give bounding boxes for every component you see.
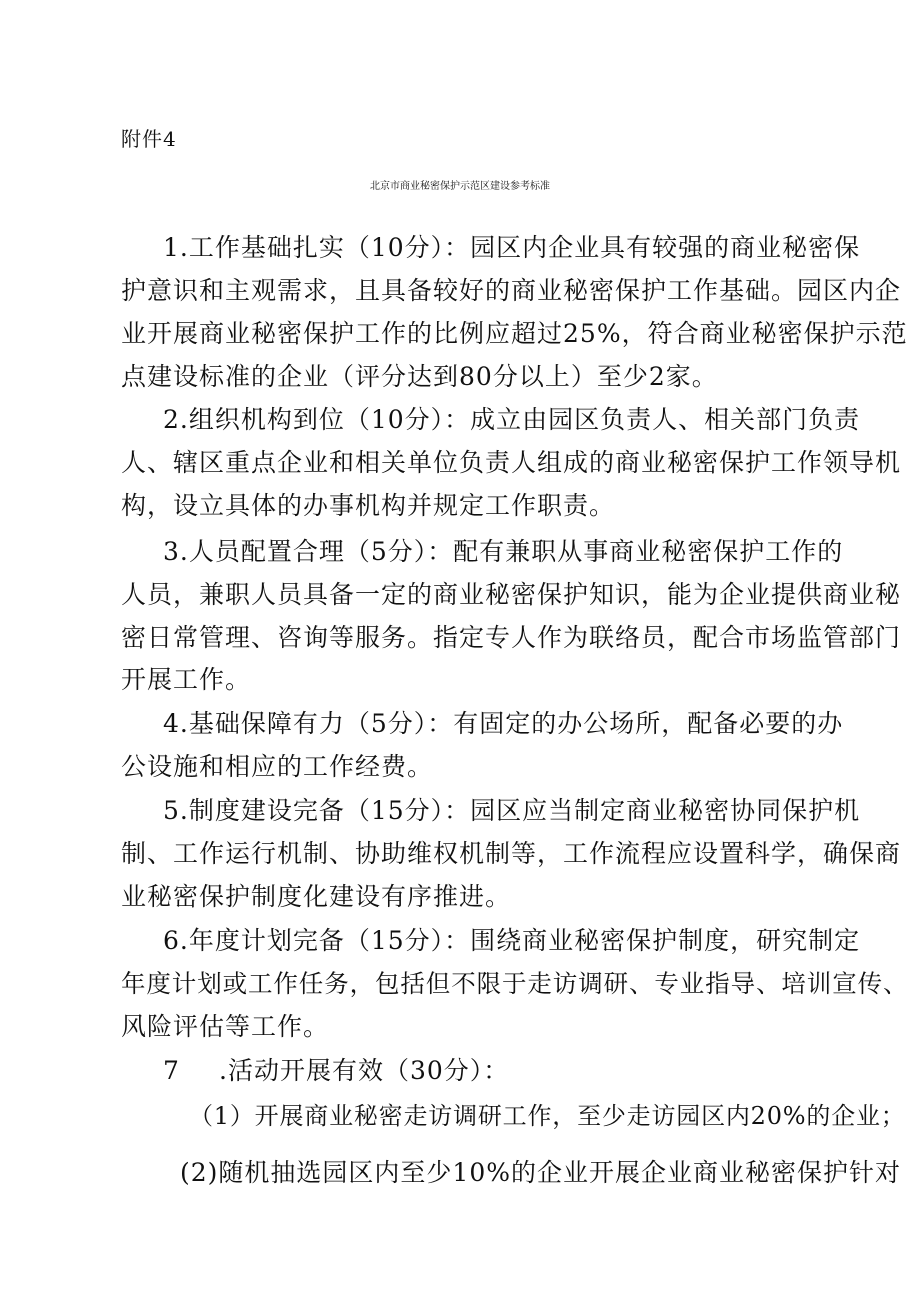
item-number: 7 — [163, 1056, 180, 1085]
item-1-line-1: 1.工作基础扎实（10分）：园区内企业具有较强的商业秘密保 — [163, 233, 861, 262]
item-number: 6 — [163, 926, 180, 955]
item-3-line-2: 人员，兼职人员具备一定的商业秘密保护知识，能为企业提供商业秘 — [121, 580, 902, 609]
item-3-line-3: 密日常管理、咨询等服务。指定专人作为联络员，配合市场监管部门 — [121, 623, 902, 652]
item-5-line-2: 制、工作运行机制、协助维权机制等，工作流程应设置科学，确保商 — [121, 839, 902, 868]
item-number: 2 — [163, 405, 180, 434]
item-3-line-4: 开展工作。 — [121, 665, 252, 694]
attachment-label: 附件4 — [121, 127, 177, 151]
item-4-line-2: 公设施和相应的工作经费。 — [121, 752, 434, 781]
item-number: 1 — [163, 233, 180, 262]
item-number: 3 — [163, 537, 180, 566]
sub-item-1: （1）开展商业秘密走访调研工作，至少走访园区内20%的企业； — [189, 1102, 906, 1130]
item-7-line-1: 7 .活动开展有效（30分）： — [163, 1056, 510, 1085]
item-5-line-1: 5.制度建设完备（15分）：园区应当制定商业秘密协同保护机 — [163, 796, 861, 825]
item-3-line-1: 3.人员配置合理（5分）：配有兼职从事商业秘密保护工作的 — [163, 537, 844, 566]
sub-item-2: (2)随机抽选园区内至少10%的企业开展企业商业秘密保护针对 — [180, 1158, 901, 1187]
page-title: 北京市商业秘密保护示范区建设参考标准 — [370, 181, 550, 192]
item-1-line-3: 业开展商业秘密保护工作的比例应超过25%，符合商业秘密保护示范 — [121, 319, 908, 348]
item-2-line-2: 人、辖区重点企业和相关单位负责人组成的商业秘密保护工作领导机 — [121, 448, 902, 477]
item-1-line-2: 护意识和主观需求，且具备较好的商业秘密保护工作基础。园区内企 — [121, 276, 902, 305]
item-6-line-2: 年度计划或工作任务，包括但不限于走访调研、专业指导、培训宣传、 — [121, 969, 909, 998]
item-2-line-1: 2.组织机构到位（10分）：成立由园区负责人、相关部门负责 — [163, 405, 861, 434]
item-1-line-4: 点建设标准的企业（评分达到80分以上）至少2家。 — [121, 362, 718, 391]
item-6-line-1: 6.年度计划完备（15分）：围绕商业秘密保护制度，研究制定 — [163, 926, 861, 955]
item-6-line-3: 风险评估等工作。 — [121, 1012, 330, 1041]
item-number: 5 — [163, 796, 180, 825]
item-5-line-3: 业秘密保护制度化建设有序推进。 — [121, 882, 512, 911]
item-number: 4 — [163, 709, 180, 738]
item-2-line-3: 构，设立具体的办事机构并规定工作职责。 — [121, 491, 616, 520]
item-4-line-1: 4.基础保障有力（5分）：有固定的办公场所，配备必要的办 — [163, 709, 844, 738]
